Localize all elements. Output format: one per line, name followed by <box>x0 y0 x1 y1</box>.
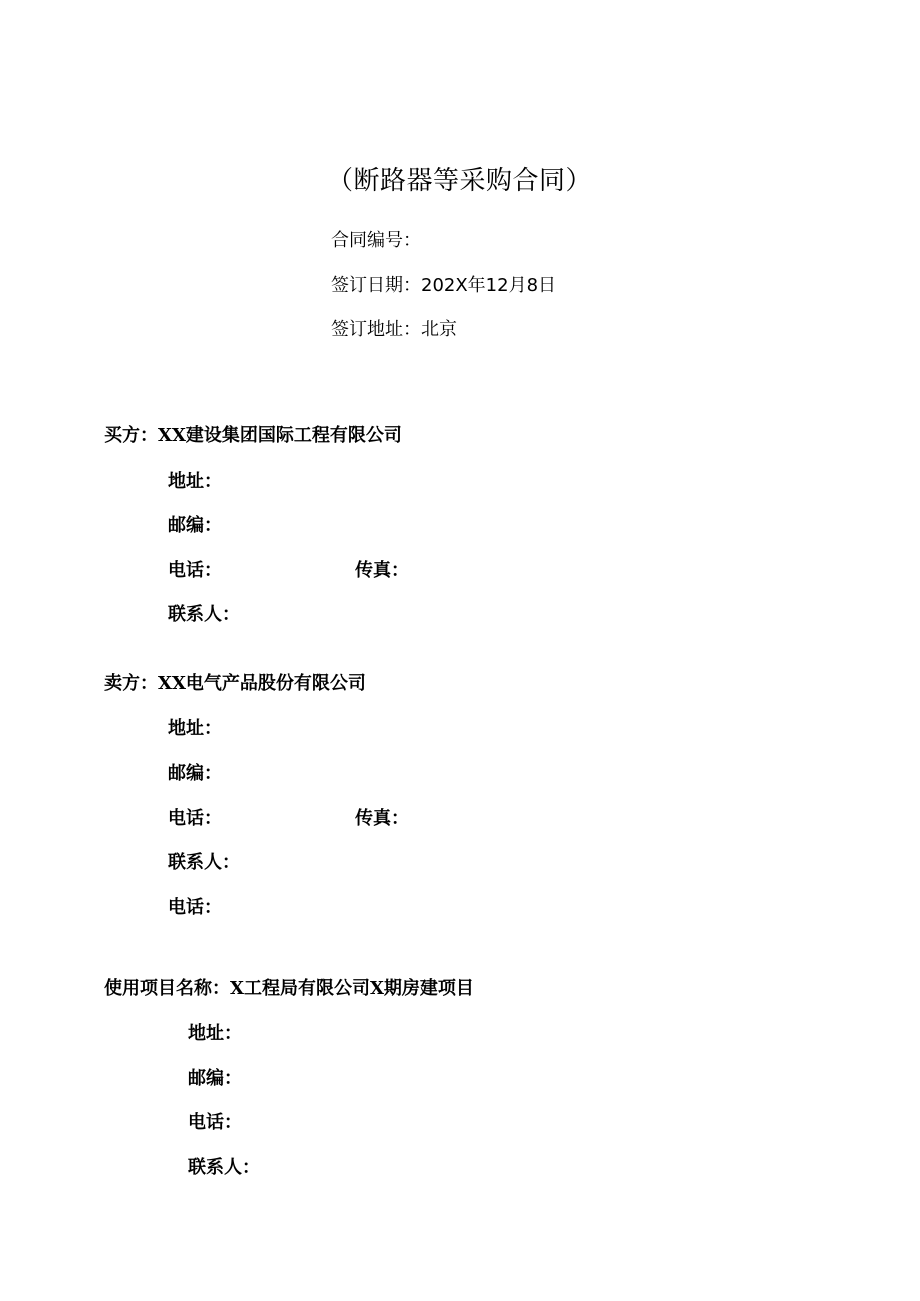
seller-contact-label: 联系人： <box>168 852 240 873</box>
buyer-postcode-label: 邮编： <box>168 515 222 536</box>
buyer-phone-label: 电话： <box>168 560 222 581</box>
buyer-address-label: 地址： <box>168 471 222 492</box>
seller-address-label: 地址： <box>168 718 222 739</box>
project-address-label: 地址： <box>188 1023 242 1044</box>
project-postcode-label: 邮编： <box>188 1068 242 1089</box>
seller-phone-label: 电话： <box>168 808 222 829</box>
contract-number-line: 合同编号： <box>331 230 421 251</box>
seller-fax-label: 传真： <box>355 808 409 829</box>
seller-phone2-label: 电话： <box>168 897 222 918</box>
document-title: （断路器等采购合同） <box>327 166 593 196</box>
project-heading: 使用项目名称：X工程局有限公司X期房建项目 <box>104 978 474 999</box>
seller-postcode-label: 邮编： <box>168 763 222 784</box>
sign-date-line: 签订日期：202X年12月8日 <box>331 275 557 296</box>
buyer-heading: 买方：XX建设集团国际工程有限公司 <box>104 425 402 446</box>
project-contact-label: 联系人： <box>188 1157 260 1178</box>
seller-heading: 卖方：XX电气产品股份有限公司 <box>104 673 366 694</box>
buyer-fax-label: 传真： <box>355 560 409 581</box>
buyer-contact-label: 联系人： <box>168 604 240 625</box>
project-phone-label: 电话： <box>188 1112 242 1133</box>
sign-place-line: 签订地址：北京 <box>331 319 457 340</box>
